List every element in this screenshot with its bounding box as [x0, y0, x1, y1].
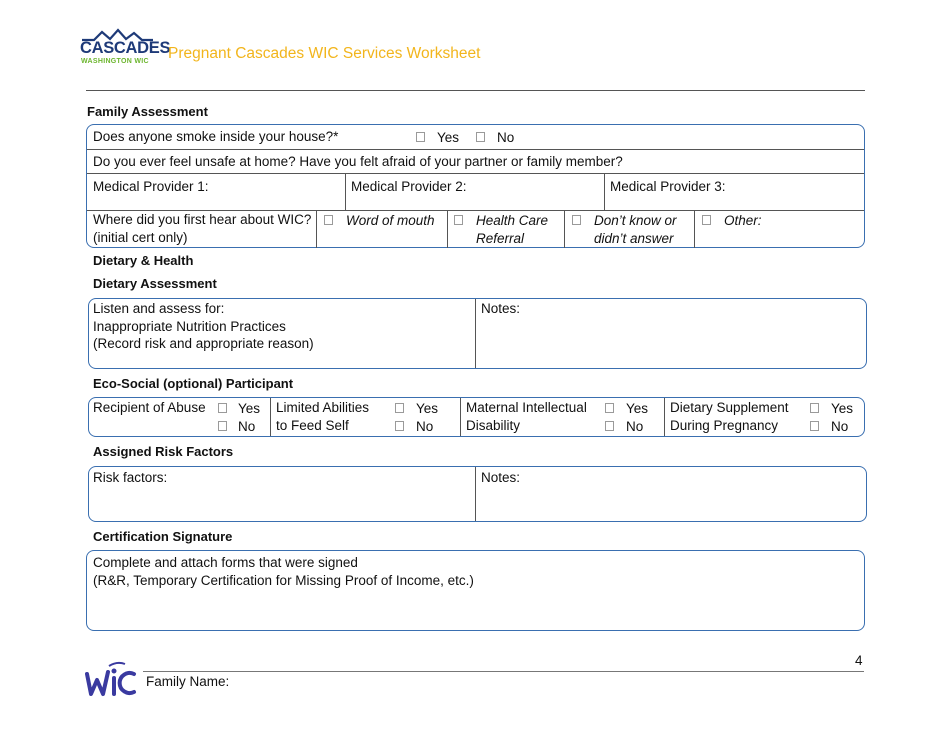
abuse-no-label: No — [238, 419, 256, 434]
maternal-yes-label: Yes — [626, 401, 649, 416]
logo-main-text: CASCADES — [80, 39, 171, 57]
word-of-mouth-checkbox[interactable] — [324, 215, 333, 225]
risk-heading: Assigned Risk Factors — [93, 444, 234, 459]
risk-notes-label: Notes: — [481, 470, 521, 485]
other-label: Other: — [724, 213, 762, 228]
limited-yes-checkbox[interactable] — [395, 403, 404, 413]
page-title: Pregnant Cascades WIC Services Worksheet — [168, 45, 481, 62]
other-checkbox[interactable] — [702, 215, 711, 225]
footer-rule — [143, 671, 864, 672]
provider-3-label: Medical Provider 3: — [610, 179, 726, 194]
supplement-no-checkbox[interactable] — [810, 421, 819, 431]
risk-factors-label: Risk factors: — [93, 470, 168, 485]
limited-no-label: No — [416, 419, 434, 434]
risk-table — [88, 466, 867, 522]
dont-know-label-2: didn’t answer — [594, 231, 674, 246]
supplement-label-2: During Pregnancy — [670, 418, 779, 433]
health-care-label-1: Health Care — [476, 213, 549, 228]
wic-logo-icon — [83, 660, 138, 702]
supplement-no-label: No — [831, 419, 849, 434]
limited-label-1: Limited Abilities — [276, 400, 370, 415]
abuse-no-checkbox[interactable] — [218, 421, 227, 431]
provider-1-label: Medical Provider 1: — [93, 179, 209, 194]
page-number: 4 — [855, 653, 863, 668]
logo-sub-text: WASHINGTON WIC — [81, 58, 149, 65]
smoke-question: Does anyone smoke inside your house?* — [93, 129, 339, 144]
limited-yes-label: Yes — [416, 401, 439, 416]
dietary-assessment-heading: Dietary Assessment — [93, 276, 217, 291]
smoke-no-checkbox[interactable] — [476, 132, 485, 142]
abuse-yes-label: Yes — [238, 401, 261, 416]
health-care-label-2: Referral — [476, 231, 525, 246]
family-assessment-heading: Family Assessment — [87, 104, 208, 119]
abuse-label: Recipient of Abuse — [93, 400, 206, 415]
abuse-yes-checkbox[interactable] — [218, 403, 227, 413]
smoke-yes-checkbox[interactable] — [416, 132, 425, 142]
dietary-notes-label: Notes: — [481, 301, 521, 316]
smoke-no-label: No — [497, 130, 515, 145]
family-name-label: Family Name: — [146, 674, 230, 689]
maternal-no-label: No — [626, 419, 644, 434]
word-of-mouth-label: Word of mouth — [346, 213, 435, 228]
maternal-label-1: Maternal Intellectual — [466, 400, 587, 415]
dont-know-checkbox[interactable] — [572, 215, 581, 225]
hear-question-line1: Where did you first hear about WIC? — [93, 212, 312, 227]
wic-logo — [83, 660, 138, 702]
dont-know-label-1: Don’t know or — [594, 213, 677, 228]
provider-2-label: Medical Provider 2: — [351, 179, 467, 194]
certification-heading: Certification Signature — [93, 529, 233, 544]
maternal-yes-checkbox[interactable] — [605, 403, 614, 413]
supplement-yes-label: Yes — [831, 401, 854, 416]
header-rule — [86, 90, 865, 91]
certification-line1: Complete and attach forms that were signed — [93, 555, 358, 570]
health-care-checkbox[interactable] — [454, 215, 463, 225]
maternal-no-checkbox[interactable] — [605, 421, 614, 431]
limited-label-2: to Feed Self — [276, 418, 349, 433]
dietary-line3: (Record risk and appropriate reason) — [93, 336, 314, 351]
dietary-line2: Inappropriate Nutrition Practices — [93, 319, 286, 334]
smoke-yes-label: Yes — [437, 130, 460, 145]
maternal-label-2: Disability — [466, 418, 521, 433]
cascades-logo — [80, 28, 171, 70]
supplement-yes-checkbox[interactable] — [810, 403, 819, 413]
supplement-label-1: Dietary Supplement — [670, 400, 789, 415]
eco-social-heading: Eco-Social (optional) Participant — [93, 376, 294, 391]
dietary-line1: Listen and assess for: — [93, 301, 225, 316]
limited-no-checkbox[interactable] — [395, 421, 404, 431]
unsafe-question: Do you ever feel unsafe at home? Have you felt afraid of your partner or family member? — [93, 154, 623, 169]
certification-line2: (R&R, Temporary Certification for Missing Proof of Income, etc.) — [93, 573, 474, 588]
dietary-health-heading: Dietary & Health — [93, 253, 194, 268]
hear-question-line2: (initial cert only) — [93, 230, 188, 245]
